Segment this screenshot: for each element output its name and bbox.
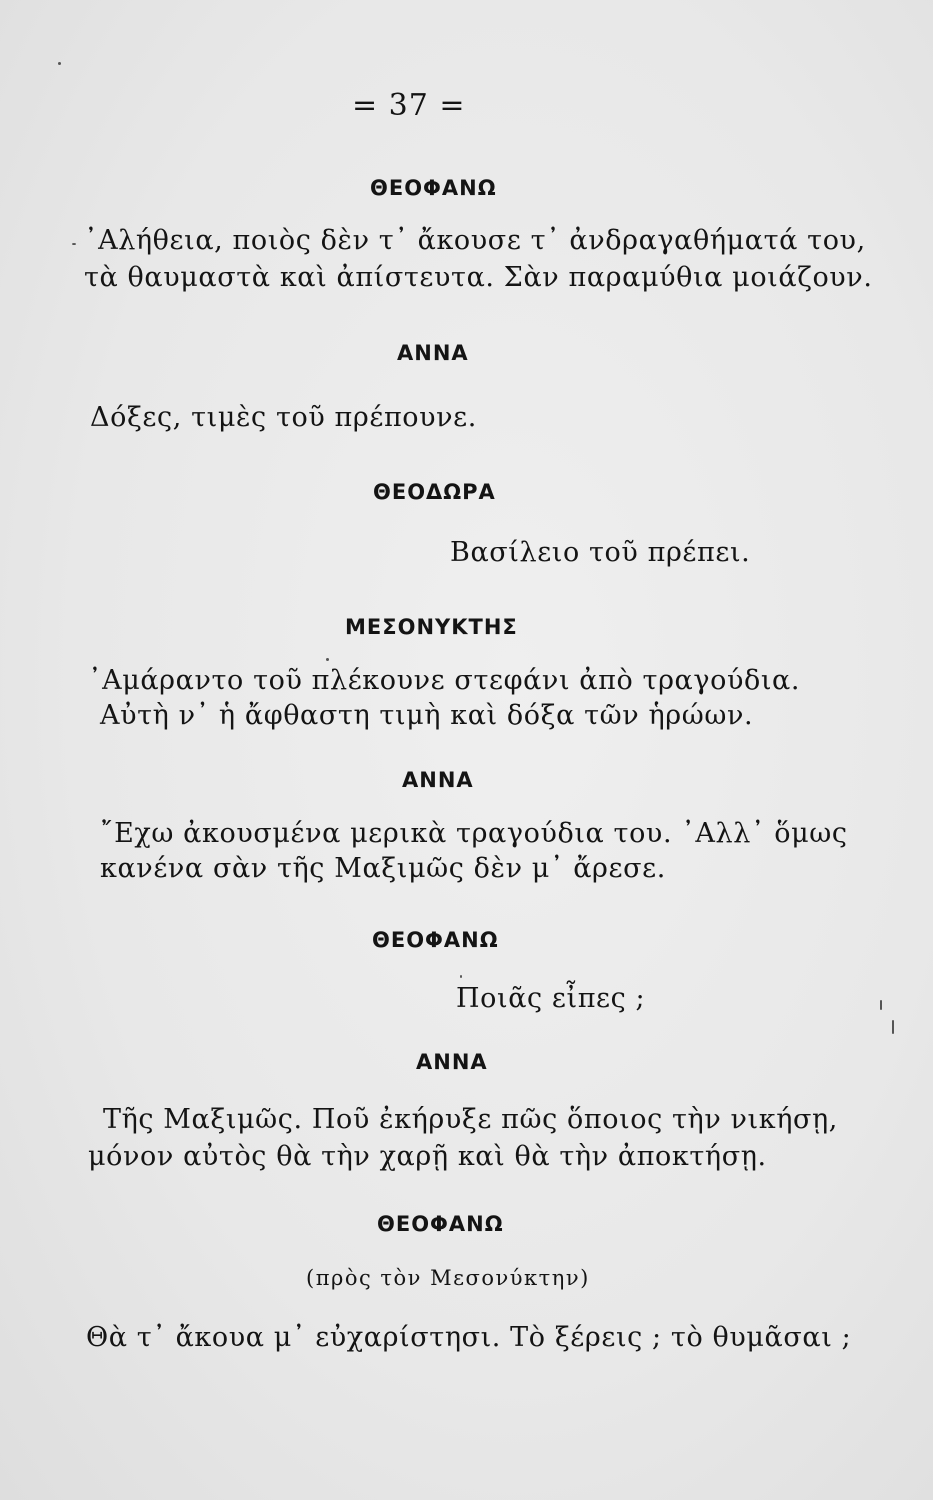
paper-speck [72,243,76,245]
speaker-name: ΘΕΟΦΑΝΩ [370,176,497,200]
paper-speck [326,658,329,661]
dialogue-line: ᾿Αμάραντο τοῦ πλέκουνε στεφάνι ἀπὸ τραγούδια. [88,665,801,696]
dialogue-line: κανένα σὰν τῆς Μαξιμῶς δὲν μ᾿ ἄρεσε. [100,853,666,884]
dialogue-line: Δόξες, τιμὲς τοῦ πρέπουνε. [90,402,477,433]
dialogue-line: Ποιᾶς εἶπες ; [456,983,646,1014]
dialogue-line: Βασίλειο τοῦ πρέπει. [450,537,751,568]
dialogue-line: Αὐτὴ ν᾿ ἡ ἄφθαστη τιμὴ καὶ δόξα τῶν ἡρώων. [100,700,754,731]
speaker-name: ΘΕΟΦΑΝΩ [377,1212,504,1236]
paper-speck [58,62,61,65]
speaker-name: ΑΝΝΑ [402,768,474,792]
speaker-name: ΜΕΣΟΝΥΚΤΗΣ [345,615,518,639]
speaker-name: ΘΕΟΔΩΡΑ [373,480,496,504]
stage-direction: (πρὸς τὸν Μεσονύκτην) [306,1266,590,1290]
dialogue-line: μόνον αὐτὸς θὰ τὴν χαρῇ καὶ θὰ τὴν ἀποκτήσῃ. [88,1141,767,1172]
paper-speck [892,1020,894,1034]
dialogue-line: Τῆς Μαξιμῶς. Ποῦ ἐκήρυξε πῶς ὅποιος τὴν νικήσῃ, [103,1104,838,1135]
dialogue-line: ῎Εχω ἀκουσμένα μερικὰ τραγούδια του. ᾿Αλλ᾿ ὅμως [100,818,848,849]
speaker-name: ΘΕΟΦΑΝΩ [372,928,499,952]
dialogue-line: ᾿Αλήθεια, ποιὸς δὲν τ᾿ ἄκουσε τ᾿ ἀνδραγαθήματά του, [84,225,866,256]
paper-speck [880,1000,882,1010]
dialogue-line: τὰ θαυμαστὰ καὶ ἀπίστευτα. Σὰν παραμύθια μοιάζουν. [84,262,873,293]
dialogue-line: Θὰ τ᾿ ἄκουα μ᾿ εὐχαρίστησι. Τὸ ξέρεις ; τὸ θυμᾶσαι ; [86,1322,852,1353]
page-number: = 37 = [352,88,466,123]
speaker-name: ΑΝΝΑ [416,1050,488,1074]
speaker-name: ΑΝΝΑ [397,341,469,365]
paper-speck [460,975,462,978]
